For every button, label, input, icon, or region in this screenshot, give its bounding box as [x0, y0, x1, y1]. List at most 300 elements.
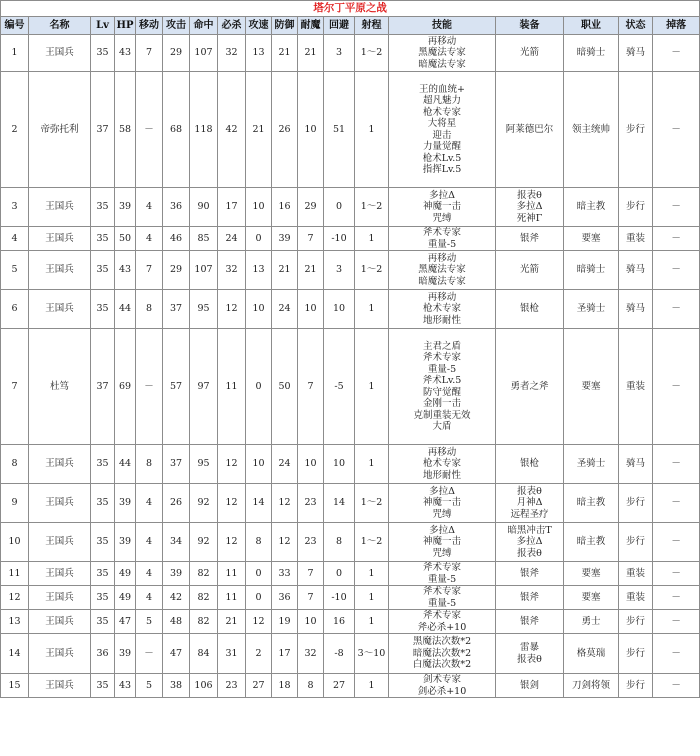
cell-attack: 48 [163, 610, 190, 634]
cell-skills [389, 188, 496, 227]
cell-avoid: -5 [324, 329, 355, 445]
cell-range: 3～10 [355, 634, 389, 674]
cell-resistance: 7 [298, 586, 324, 610]
skill-line: 金刚一击 [422, 398, 461, 409]
cell-class: 暗骑士 [564, 35, 619, 72]
cell-attack: 68 [163, 72, 190, 188]
cell-class: 要塞 [564, 329, 619, 445]
cell-attack: 57 [163, 329, 190, 445]
cell-crit: 11 [218, 562, 246, 586]
cell-row-number: 10 [1, 523, 29, 562]
skill-line: 大将星 [427, 118, 457, 129]
skill-line: 再移动 [427, 35, 457, 47]
cell-class: 要塞 [564, 562, 619, 586]
cell-row-number: 1 [1, 35, 29, 72]
cell-unit-name: 王国兵 [29, 35, 91, 72]
cell-skills [389, 72, 496, 188]
cell-skills [389, 562, 496, 586]
cell-attack-speed: 13 [246, 251, 272, 290]
cell-drop: － [653, 634, 700, 674]
equipment-line: 光箭 [519, 264, 539, 276]
skill-line: 克制重装无效 [413, 409, 471, 421]
cell-equipment [496, 634, 564, 674]
cell-range: 1～2 [355, 35, 389, 72]
cell-hp: 39 [115, 523, 136, 562]
cell-avoid: -8 [324, 634, 355, 674]
cell-hp: 43 [115, 674, 136, 698]
skill-line: 重量-5 [427, 238, 457, 250]
cell-state: 步行 [619, 484, 653, 523]
cell-move: 7 [136, 251, 163, 290]
skill-line: 斧术Lv.5 [422, 375, 462, 386]
equipment-line: 死神Γ [516, 212, 543, 224]
column-header: 回避 [324, 17, 355, 35]
equipment-line: 银枪 [519, 303, 539, 315]
equipment-line: 报表θ [517, 547, 542, 559]
cell-crit: 24 [218, 227, 246, 251]
cell-class: 领主统帅 [564, 72, 619, 188]
cell-range: 1 [355, 445, 389, 484]
cell-attack-speed: 0 [246, 227, 272, 251]
cell-hp: 69 [115, 329, 136, 445]
skill-line: 剑术专家 [422, 674, 461, 685]
equipment-line: 月神Δ [516, 497, 543, 509]
cell-skills [389, 484, 496, 523]
cell-row-number: 13 [1, 610, 29, 634]
cell-attack-speed: 0 [246, 586, 272, 610]
cell-equipment [496, 562, 564, 586]
cell-hp: 50 [115, 227, 136, 251]
cell-level: 35 [91, 674, 115, 698]
cell-hit: 107 [190, 251, 218, 290]
cell-skills [389, 523, 496, 562]
cell-avoid: 16 [324, 610, 355, 634]
cell-attack: 29 [163, 251, 190, 290]
cell-drop: － [653, 523, 700, 562]
table-row [1, 562, 700, 586]
cell-level: 35 [91, 290, 115, 329]
cell-class: 圣骑士 [564, 445, 619, 484]
cell-equipment [496, 484, 564, 523]
cell-defense: 26 [272, 72, 298, 188]
cell-unit-name: 王国兵 [29, 227, 91, 251]
cell-hit: 84 [190, 634, 218, 674]
cell-class: 暗骑士 [564, 251, 619, 290]
cell-attack: 36 [163, 188, 190, 227]
cell-attack-speed: 10 [246, 188, 272, 227]
cell-hit: 118 [190, 72, 218, 188]
column-header: 编号 [1, 17, 29, 35]
skill-line: 斧术专家 [422, 352, 461, 363]
cell-move: 8 [136, 290, 163, 329]
equipment-line: 报表θ [517, 485, 542, 497]
cell-crit: 12 [218, 445, 246, 484]
table-row [1, 634, 700, 674]
skill-line: 斧术专家 [422, 610, 461, 621]
skill-line: 斧术专家 [422, 586, 461, 597]
cell-resistance: 7 [298, 227, 324, 251]
cell-unit-name: 王国兵 [29, 562, 91, 586]
cell-equipment [496, 674, 564, 698]
cell-equipment [496, 290, 564, 329]
cell-state: 骑马 [619, 251, 653, 290]
skill-line: 再移动 [427, 252, 457, 264]
equipment-line: 勇者之斧 [510, 380, 549, 392]
cell-level: 37 [91, 72, 115, 188]
cell-unit-name: 王国兵 [29, 674, 91, 698]
cell-hp: 39 [115, 634, 136, 674]
cell-crit: 32 [218, 251, 246, 290]
skill-line: 剑必杀+10 [417, 685, 467, 697]
cell-defense: 39 [272, 227, 298, 251]
skill-line: 再移动 [427, 446, 457, 458]
cell-crit: 11 [218, 329, 246, 445]
skill-line: 多拉Δ [429, 189, 455, 201]
cell-resistance: 10 [298, 72, 324, 188]
cell-hit: 107 [190, 35, 218, 72]
cell-row-number: 14 [1, 634, 29, 674]
cell-resistance: 23 [298, 523, 324, 562]
cell-range: 1～2 [355, 188, 389, 227]
skill-line: 黑魔法次数*2 [412, 636, 472, 648]
cell-attack: 37 [163, 290, 190, 329]
cell-resistance: 10 [298, 610, 324, 634]
cell-unit-name: 杜笃 [29, 329, 91, 445]
column-header: 攻速 [246, 17, 272, 35]
cell-hit: 92 [190, 523, 218, 562]
cell-class: 要塞 [564, 586, 619, 610]
cell-attack-speed: 10 [246, 445, 272, 484]
cell-resistance: 7 [298, 329, 324, 445]
cell-drop: － [653, 586, 700, 610]
table-row [1, 251, 700, 290]
skill-line: 多拉Δ [429, 485, 455, 497]
cell-skills [389, 251, 496, 290]
cell-move: 8 [136, 445, 163, 484]
cell-skills [389, 227, 496, 251]
cell-attack-speed: 12 [246, 610, 272, 634]
cell-unit-name: 王国兵 [29, 251, 91, 290]
cell-level: 35 [91, 562, 115, 586]
cell-unit-name: 帝弥托利 [29, 72, 91, 188]
skill-line: 神魔一击 [422, 536, 461, 548]
cell-skills [389, 610, 496, 634]
cell-level: 35 [91, 523, 115, 562]
cell-row-number: 2 [1, 72, 29, 188]
column-header: Lv [91, 17, 115, 35]
skill-line: 斧术专家 [422, 227, 461, 238]
cell-equipment [496, 72, 564, 188]
cell-defense: 24 [272, 445, 298, 484]
cell-level: 35 [91, 35, 115, 72]
column-header: HP [115, 17, 136, 35]
cell-level: 35 [91, 445, 115, 484]
skill-line: 咒缚 [432, 508, 452, 520]
cell-range: 1～2 [355, 523, 389, 562]
cell-hp: 43 [115, 251, 136, 290]
cell-row-number: 7 [1, 329, 29, 445]
cell-skills [389, 674, 496, 698]
table-title: 塔尔丁平原之战 [1, 1, 700, 17]
cell-row-number: 5 [1, 251, 29, 290]
table-row [1, 523, 700, 562]
equipment-line: 银枪 [519, 458, 539, 470]
skill-line: 暗魔法专家 [418, 275, 466, 287]
skill-line: 斧术专家 [422, 562, 461, 573]
cell-level: 35 [91, 484, 115, 523]
cell-move: 7 [136, 35, 163, 72]
equipment-line: 报表θ [517, 653, 542, 665]
equipment-line: 银斧 [519, 615, 539, 627]
cell-attack-speed: 27 [246, 674, 272, 698]
column-header: 状态 [619, 17, 653, 35]
cell-defense: 12 [272, 484, 298, 523]
column-header: 攻击 [163, 17, 190, 35]
cell-state: 骑马 [619, 35, 653, 72]
column-header: 名称 [29, 17, 91, 35]
column-header: 移动 [136, 17, 163, 35]
cell-resistance: 21 [298, 35, 324, 72]
cell-defense: 17 [272, 634, 298, 674]
cell-defense: 18 [272, 674, 298, 698]
cell-move: 5 [136, 610, 163, 634]
cell-hit: 97 [190, 329, 218, 445]
skill-line: 暗魔法次数*2 [412, 647, 472, 659]
cell-row-number: 11 [1, 562, 29, 586]
cell-class: 暗主教 [564, 523, 619, 562]
cell-resistance: 7 [298, 562, 324, 586]
column-header: 职业 [564, 17, 619, 35]
equipment-line: 光箭 [519, 47, 539, 59]
cell-state: 步行 [619, 72, 653, 188]
cell-hp: 39 [115, 484, 136, 523]
cell-row-number: 6 [1, 290, 29, 329]
cell-attack-speed: 8 [246, 523, 272, 562]
cell-attack-speed: 14 [246, 484, 272, 523]
cell-resistance: 8 [298, 674, 324, 698]
table-row [1, 72, 700, 188]
skill-line: 黑魔法专家 [418, 264, 466, 276]
equipment-line: 银斧 [519, 567, 539, 579]
cell-hit: 106 [190, 674, 218, 698]
table-row [1, 188, 700, 227]
cell-resistance: 21 [298, 251, 324, 290]
cell-drop: － [653, 35, 700, 72]
cell-hit: 82 [190, 610, 218, 634]
cell-level: 35 [91, 610, 115, 634]
cell-equipment [496, 445, 564, 484]
cell-state: 骑马 [619, 290, 653, 329]
cell-move: 4 [136, 227, 163, 251]
cell-hp: 44 [115, 445, 136, 484]
cell-range: 1～2 [355, 251, 389, 290]
cell-move: 4 [136, 523, 163, 562]
cell-avoid: 0 [324, 562, 355, 586]
cell-attack-speed: 0 [246, 329, 272, 445]
cell-class: 勇士 [564, 610, 619, 634]
cell-attack-speed: 21 [246, 72, 272, 188]
skill-line: 枪术专家 [422, 303, 461, 315]
cell-range: 1～2 [355, 484, 389, 523]
skill-line: 咒缚 [432, 547, 452, 559]
cell-hit: 92 [190, 484, 218, 523]
cell-move: － [136, 329, 163, 445]
cell-drop: － [653, 610, 700, 634]
cell-skills [389, 445, 496, 484]
cell-attack: 39 [163, 562, 190, 586]
cell-avoid: 8 [324, 523, 355, 562]
cell-hit: 82 [190, 586, 218, 610]
cell-defense: 36 [272, 586, 298, 610]
skill-line: 地形耐性 [422, 314, 461, 326]
cell-defense: 24 [272, 290, 298, 329]
cell-equipment [496, 329, 564, 445]
equipment-line: 暗黑冲击Τ [507, 524, 552, 536]
cell-unit-name: 王国兵 [29, 290, 91, 329]
column-header: 耐魔 [298, 17, 324, 35]
cell-move: 5 [136, 674, 163, 698]
cell-hp: 49 [115, 586, 136, 610]
cell-attack: 34 [163, 523, 190, 562]
table-row [1, 610, 700, 634]
cell-skills [389, 634, 496, 674]
equipment-line: 多拉Δ [516, 201, 543, 213]
cell-move: － [136, 634, 163, 674]
cell-avoid: 10 [324, 290, 355, 329]
cell-class: 圣骑士 [564, 290, 619, 329]
skill-line: 暗魔法专家 [418, 58, 466, 70]
cell-drop: － [653, 251, 700, 290]
cell-state: 重装 [619, 562, 653, 586]
cell-defense: 33 [272, 562, 298, 586]
cell-level: 35 [91, 188, 115, 227]
cell-row-number: 9 [1, 484, 29, 523]
cell-row-number: 12 [1, 586, 29, 610]
cell-equipment [496, 610, 564, 634]
cell-skills [389, 35, 496, 72]
cell-class: 暗主教 [564, 484, 619, 523]
cell-unit-name: 王国兵 [29, 610, 91, 634]
cell-attack-speed: 13 [246, 35, 272, 72]
cell-row-number: 4 [1, 227, 29, 251]
cell-drop: － [653, 674, 700, 698]
cell-state: 步行 [619, 610, 653, 634]
cell-defense: 50 [272, 329, 298, 445]
cell-unit-name: 王国兵 [29, 445, 91, 484]
table-row [1, 290, 700, 329]
cell-state: 骑马 [619, 445, 653, 484]
cell-hp: 47 [115, 610, 136, 634]
cell-equipment [496, 35, 564, 72]
cell-drop: － [653, 290, 700, 329]
skill-line: 力量觉醒 [422, 141, 461, 152]
skill-line: 主君之盾 [422, 340, 461, 352]
cell-crit: 12 [218, 484, 246, 523]
cell-crit: 11 [218, 586, 246, 610]
cell-range: 1 [355, 227, 389, 251]
equipment-line: 银斧 [519, 232, 539, 244]
cell-hit: 95 [190, 445, 218, 484]
column-header: 必杀 [218, 17, 246, 35]
cell-unit-name: 王国兵 [29, 188, 91, 227]
cell-attack: 46 [163, 227, 190, 251]
cell-resistance: 32 [298, 634, 324, 674]
skill-line: 防守觉醒 [422, 386, 461, 398]
cell-state: 重装 [619, 227, 653, 251]
cell-level: 35 [91, 227, 115, 251]
cell-state: 步行 [619, 523, 653, 562]
cell-unit-name: 王国兵 [29, 523, 91, 562]
cell-skills [389, 290, 496, 329]
cell-drop: － [653, 484, 700, 523]
cell-defense: 16 [272, 188, 298, 227]
cell-hit: 82 [190, 562, 218, 586]
cell-attack-speed: 10 [246, 290, 272, 329]
cell-state: 步行 [619, 188, 653, 227]
cell-unit-name: 王国兵 [29, 634, 91, 674]
cell-crit: 12 [218, 523, 246, 562]
column-header: 掉落 [653, 17, 700, 35]
cell-hp: 44 [115, 290, 136, 329]
cell-drop: － [653, 329, 700, 445]
table-row [1, 445, 700, 484]
cell-avoid: -10 [324, 586, 355, 610]
cell-row-number: 8 [1, 445, 29, 484]
cell-crit: 42 [218, 72, 246, 188]
cell-attack-speed: 0 [246, 562, 272, 586]
cell-avoid: 10 [324, 445, 355, 484]
cell-avoid: 51 [324, 72, 355, 188]
skill-line: 迎击 [432, 129, 452, 141]
skill-line: 白魔法次数*2 [412, 659, 472, 671]
cell-class: 刀剑将领 [564, 674, 619, 698]
cell-move: 4 [136, 586, 163, 610]
cell-range: 1 [355, 610, 389, 634]
cell-attack-speed: 2 [246, 634, 272, 674]
skill-line: 大盾 [432, 421, 452, 432]
skill-line: 重量-5 [427, 363, 457, 375]
cell-equipment [496, 227, 564, 251]
cell-resistance: 10 [298, 290, 324, 329]
cell-state: 重装 [619, 329, 653, 445]
equipment-line: 雷暴 [519, 642, 539, 653]
cell-drop: － [653, 72, 700, 188]
table-row [1, 35, 700, 72]
cell-drop: － [653, 562, 700, 586]
cell-drop: － [653, 188, 700, 227]
cell-hit: 85 [190, 227, 218, 251]
cell-level: 35 [91, 251, 115, 290]
equipment-line: 远程圣疗 [510, 508, 549, 520]
skill-line: 超凡魅力 [422, 95, 461, 106]
cell-range: 1 [355, 329, 389, 445]
table-row [1, 227, 700, 251]
cell-level: 37 [91, 329, 115, 445]
skill-line: 神魔一击 [422, 201, 461, 213]
equipment-line: 阿莱德巴尔 [505, 123, 554, 135]
cell-skills [389, 586, 496, 610]
table-row [1, 586, 700, 610]
cell-equipment [496, 523, 564, 562]
cell-level: 35 [91, 586, 115, 610]
cell-crit: 23 [218, 674, 246, 698]
cell-defense: 21 [272, 251, 298, 290]
cell-state: 重装 [619, 586, 653, 610]
cell-hp: 49 [115, 562, 136, 586]
equipment-line: 报表θ [517, 189, 542, 201]
cell-range: 1 [355, 562, 389, 586]
cell-range: 1 [355, 290, 389, 329]
